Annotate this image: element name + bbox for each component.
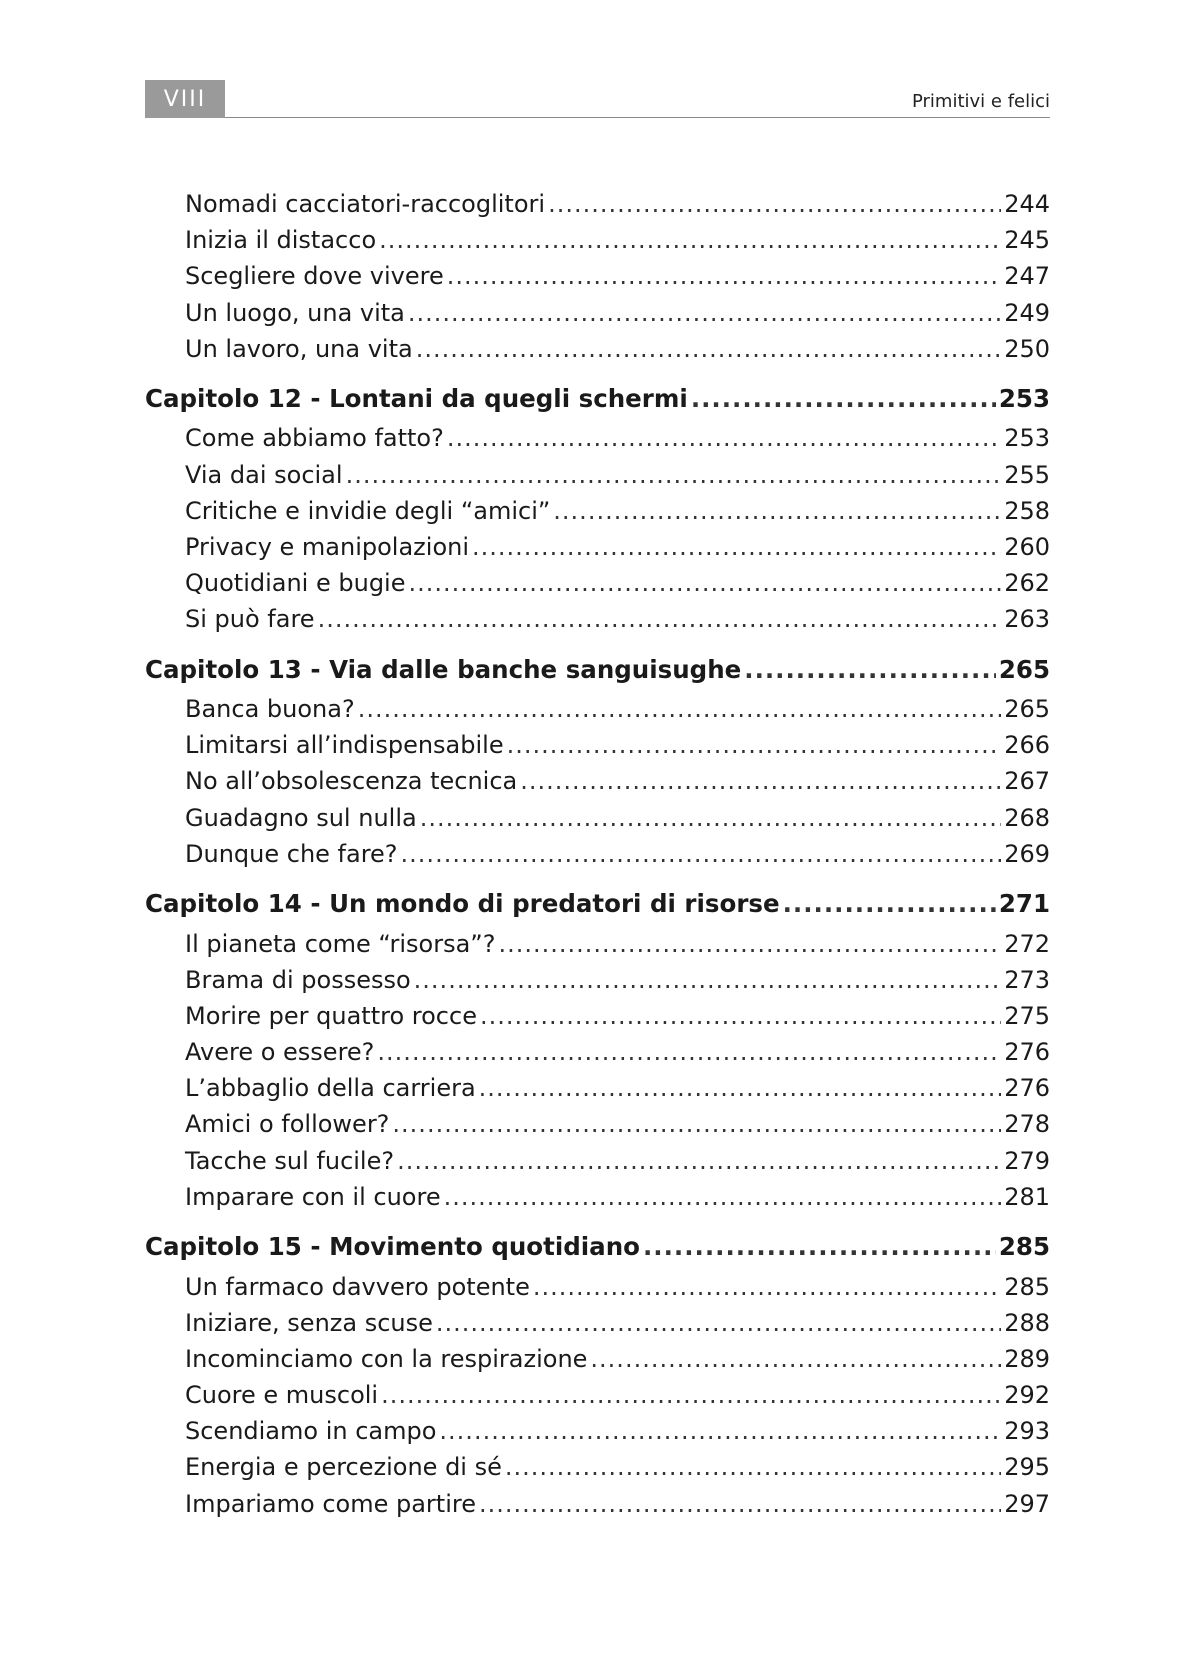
toc-page-number: 276 xyxy=(1004,1038,1050,1067)
toc-entry-title: Come abbiamo fatto? xyxy=(185,424,444,453)
toc-chapter-row xyxy=(145,883,1050,926)
toc-page-number: 288 xyxy=(1004,1308,1050,1337)
toc-entry-title: Avere o essere? xyxy=(185,1038,375,1067)
toc-dot-leader xyxy=(377,1034,1001,1070)
toc-dot-leader xyxy=(379,222,1001,258)
toc-dot-leader xyxy=(783,883,996,926)
toc-section-row xyxy=(145,1143,1050,1179)
toc-dot-leader xyxy=(444,1179,1002,1215)
toc-page-number: 279 xyxy=(1004,1146,1050,1175)
toc-entry-title: Capitolo 14 - Un mondo di predatori di risorse xyxy=(145,889,780,918)
toc-dot-leader xyxy=(436,1305,1001,1341)
toc-section-row xyxy=(145,691,1050,727)
toc-dot-leader xyxy=(472,529,1001,565)
toc-page-number: 281 xyxy=(1004,1182,1050,1211)
toc-dot-leader xyxy=(691,378,996,421)
toc-dot-leader xyxy=(401,836,1002,872)
toc-page-number: 263 xyxy=(1004,605,1050,634)
toc-page-number: 267 xyxy=(1004,767,1050,796)
toc-section-row xyxy=(145,295,1050,331)
toc-section-row xyxy=(145,1449,1050,1485)
toc-section-row xyxy=(145,565,1050,601)
toc-section-row xyxy=(145,457,1050,493)
toc-entry-title: Si può fare xyxy=(185,605,315,634)
toc-dot-leader xyxy=(439,1413,1001,1449)
toc-dot-leader xyxy=(520,763,1001,799)
toc-page-number: 271 xyxy=(998,889,1050,918)
running-title: Primitivi e felici xyxy=(911,91,1050,112)
toc-section-row xyxy=(145,258,1050,294)
toc-dot-leader xyxy=(392,1106,1001,1142)
toc-entry-title: Morire per quattro rocce xyxy=(185,1001,477,1030)
toc-entry-title: Imparare con il cuore xyxy=(185,1182,441,1211)
toc-chapter-row xyxy=(145,649,1050,692)
toc-dot-leader xyxy=(643,1226,996,1269)
toc-dot-leader xyxy=(507,727,1002,763)
toc-entry-title: Privacy e manipolazioni xyxy=(185,533,470,561)
toc-entry-title: Incominciamo con la respirazione xyxy=(185,1344,588,1373)
toc-dot-leader xyxy=(447,420,1001,456)
toc-chapter-row xyxy=(145,1226,1050,1269)
toc-entry-title: Iniziare, senza scuse xyxy=(185,1308,433,1337)
toc-dot-leader xyxy=(358,691,1001,727)
toc-section-row xyxy=(145,998,1050,1034)
toc-section-row xyxy=(145,962,1050,998)
toc-dot-leader xyxy=(318,601,1002,637)
toc-dot-leader xyxy=(479,1070,1002,1106)
toc-entry-title: Capitolo 13 - Via dalle banche sanguisughe xyxy=(145,654,742,684)
toc-dot-leader xyxy=(479,1486,1001,1522)
toc-section-row xyxy=(145,222,1050,258)
toc-page-number: 272 xyxy=(1004,929,1050,958)
toc-entry-title: Via dai social xyxy=(185,460,343,489)
toc-entry-title: Guadagno sul nulla xyxy=(185,803,417,832)
toc-section-row xyxy=(145,763,1050,799)
toc-page-number: 253 xyxy=(998,383,1050,413)
toc-page-number: 292 xyxy=(1004,1381,1050,1410)
toc-page-number: 278 xyxy=(1004,1110,1050,1139)
toc-dot-leader xyxy=(553,493,1001,529)
toc-dot-leader xyxy=(381,1377,1001,1413)
toc-chapter-row xyxy=(145,378,1050,421)
toc-entry-title: Un farmaco davvero potente xyxy=(185,1272,530,1301)
toc-page-number: 276 xyxy=(1004,1074,1050,1103)
toc-page-number: 258 xyxy=(1004,496,1050,525)
toc-page-number: 266 xyxy=(1004,731,1050,760)
toc-entry-title: Critiche e invidie degli “amici” xyxy=(185,496,551,525)
toc-entry-title: Nomadi cacciatori-raccoglitori xyxy=(185,190,546,218)
toc-entry-title: Scegliere dove vivere xyxy=(185,262,444,291)
toc-section-row xyxy=(145,529,1050,565)
toc-section-row xyxy=(145,1305,1050,1341)
toc-page-number: 275 xyxy=(1004,1001,1050,1030)
toc-section-row xyxy=(145,1269,1050,1305)
table-of-contents xyxy=(145,186,1050,1522)
toc-dot-leader xyxy=(346,457,1002,493)
toc-page-number: 260 xyxy=(1004,533,1050,561)
toc-dot-leader xyxy=(505,1449,1001,1485)
toc-entry-title: Cuore e muscoli xyxy=(185,1381,379,1410)
toc-section-row xyxy=(145,926,1050,962)
toc-page-number: 244 xyxy=(1004,190,1050,218)
toc-page-number: 265 xyxy=(1004,695,1050,724)
toc-entry-title: Capitolo 12 - Lontani da quegli schermi xyxy=(145,383,688,413)
toc-section-row xyxy=(145,1179,1050,1215)
header-rule xyxy=(225,117,1050,118)
toc-page-number: 265 xyxy=(998,654,1050,684)
toc-entry-title: Un lavoro, una vita xyxy=(185,334,413,363)
toc-dot-leader xyxy=(408,295,1001,331)
toc-page-number: 293 xyxy=(1004,1417,1050,1446)
toc-dot-leader xyxy=(744,649,996,692)
toc-page-number: 285 xyxy=(998,1232,1050,1261)
toc-section-row xyxy=(145,836,1050,872)
toc-dot-leader xyxy=(416,331,1001,367)
toc-dot-leader xyxy=(498,926,1001,962)
toc-page-number: 255 xyxy=(1004,460,1050,489)
toc-section-row xyxy=(145,1486,1050,1522)
toc-page-number: 273 xyxy=(1004,965,1050,994)
toc-section-row xyxy=(145,420,1050,456)
toc-page-number: 289 xyxy=(1004,1344,1050,1373)
toc-entry-title: Energia e percezione di sé xyxy=(185,1453,502,1482)
toc-entry-title: Il pianeta come “risorsa”? xyxy=(185,929,496,958)
toc-entry-title: Limitarsi all’indispensabile xyxy=(185,731,504,760)
toc-page-number: 285 xyxy=(1004,1272,1050,1301)
toc-dot-leader xyxy=(533,1269,1001,1305)
toc-section-row xyxy=(145,1377,1050,1413)
toc-section-row xyxy=(145,1413,1050,1449)
toc-page-number: 245 xyxy=(1004,226,1050,255)
toc-dot-leader xyxy=(397,1143,1001,1179)
toc-entry-title: Scendiamo in campo xyxy=(185,1417,437,1446)
toc-section-row xyxy=(145,1106,1050,1142)
toc-page-number: 297 xyxy=(1004,1489,1050,1518)
toc-page-number: 253 xyxy=(1004,424,1050,453)
toc-section-row xyxy=(145,601,1050,637)
toc-page-number: 295 xyxy=(1004,1453,1050,1482)
toc-section-row xyxy=(145,1070,1050,1106)
toc-dot-leader xyxy=(409,565,1002,601)
toc-dot-leader xyxy=(590,1341,1001,1377)
toc-entry-title: Dunque che fare? xyxy=(185,839,398,868)
toc-entry-title: Capitolo 15 - Movimento quotidiano xyxy=(145,1232,640,1261)
toc-dot-leader xyxy=(420,800,1001,836)
toc-entry-title: Impariamo come partire xyxy=(185,1489,476,1518)
toc-entry-title: Inizia il distacco xyxy=(185,226,377,255)
toc-entry-title: Banca buona? xyxy=(185,695,355,724)
toc-entry-title: Tacche sul fucile? xyxy=(185,1146,395,1175)
toc-section-row xyxy=(145,1034,1050,1070)
toc-entry-title: L’abbaglio della carriera xyxy=(185,1074,476,1103)
toc-section-row xyxy=(145,331,1050,367)
toc-entry-title: Quotidiani e bugie xyxy=(185,569,406,598)
toc-page-number: 268 xyxy=(1004,803,1050,832)
toc-entry-title: Amici o follower? xyxy=(185,1110,390,1139)
toc-dot-leader xyxy=(480,998,1001,1034)
toc-section-row xyxy=(145,1341,1050,1377)
toc-entry-title: No all’obsolescenza tecnica xyxy=(185,767,518,796)
toc-section-row xyxy=(145,800,1050,836)
toc-page-number: 269 xyxy=(1004,839,1050,868)
toc-section-row xyxy=(145,727,1050,763)
toc-dot-leader xyxy=(548,186,1001,222)
toc-entry-title: Brama di possesso xyxy=(185,965,411,994)
toc-entry-title: Un luogo, una vita xyxy=(185,298,405,327)
toc-section-row xyxy=(145,493,1050,529)
toc-dot-leader xyxy=(414,962,1002,998)
toc-page-number: 247 xyxy=(1004,262,1050,291)
toc-page-number: 249 xyxy=(1004,298,1050,327)
toc-page-number: 250 xyxy=(1004,334,1050,363)
toc-page-number: 262 xyxy=(1004,569,1050,598)
page-number: VIII xyxy=(145,80,225,118)
page-header xyxy=(145,80,1050,118)
toc-dot-leader xyxy=(447,258,1001,294)
toc-section-row xyxy=(145,186,1050,222)
